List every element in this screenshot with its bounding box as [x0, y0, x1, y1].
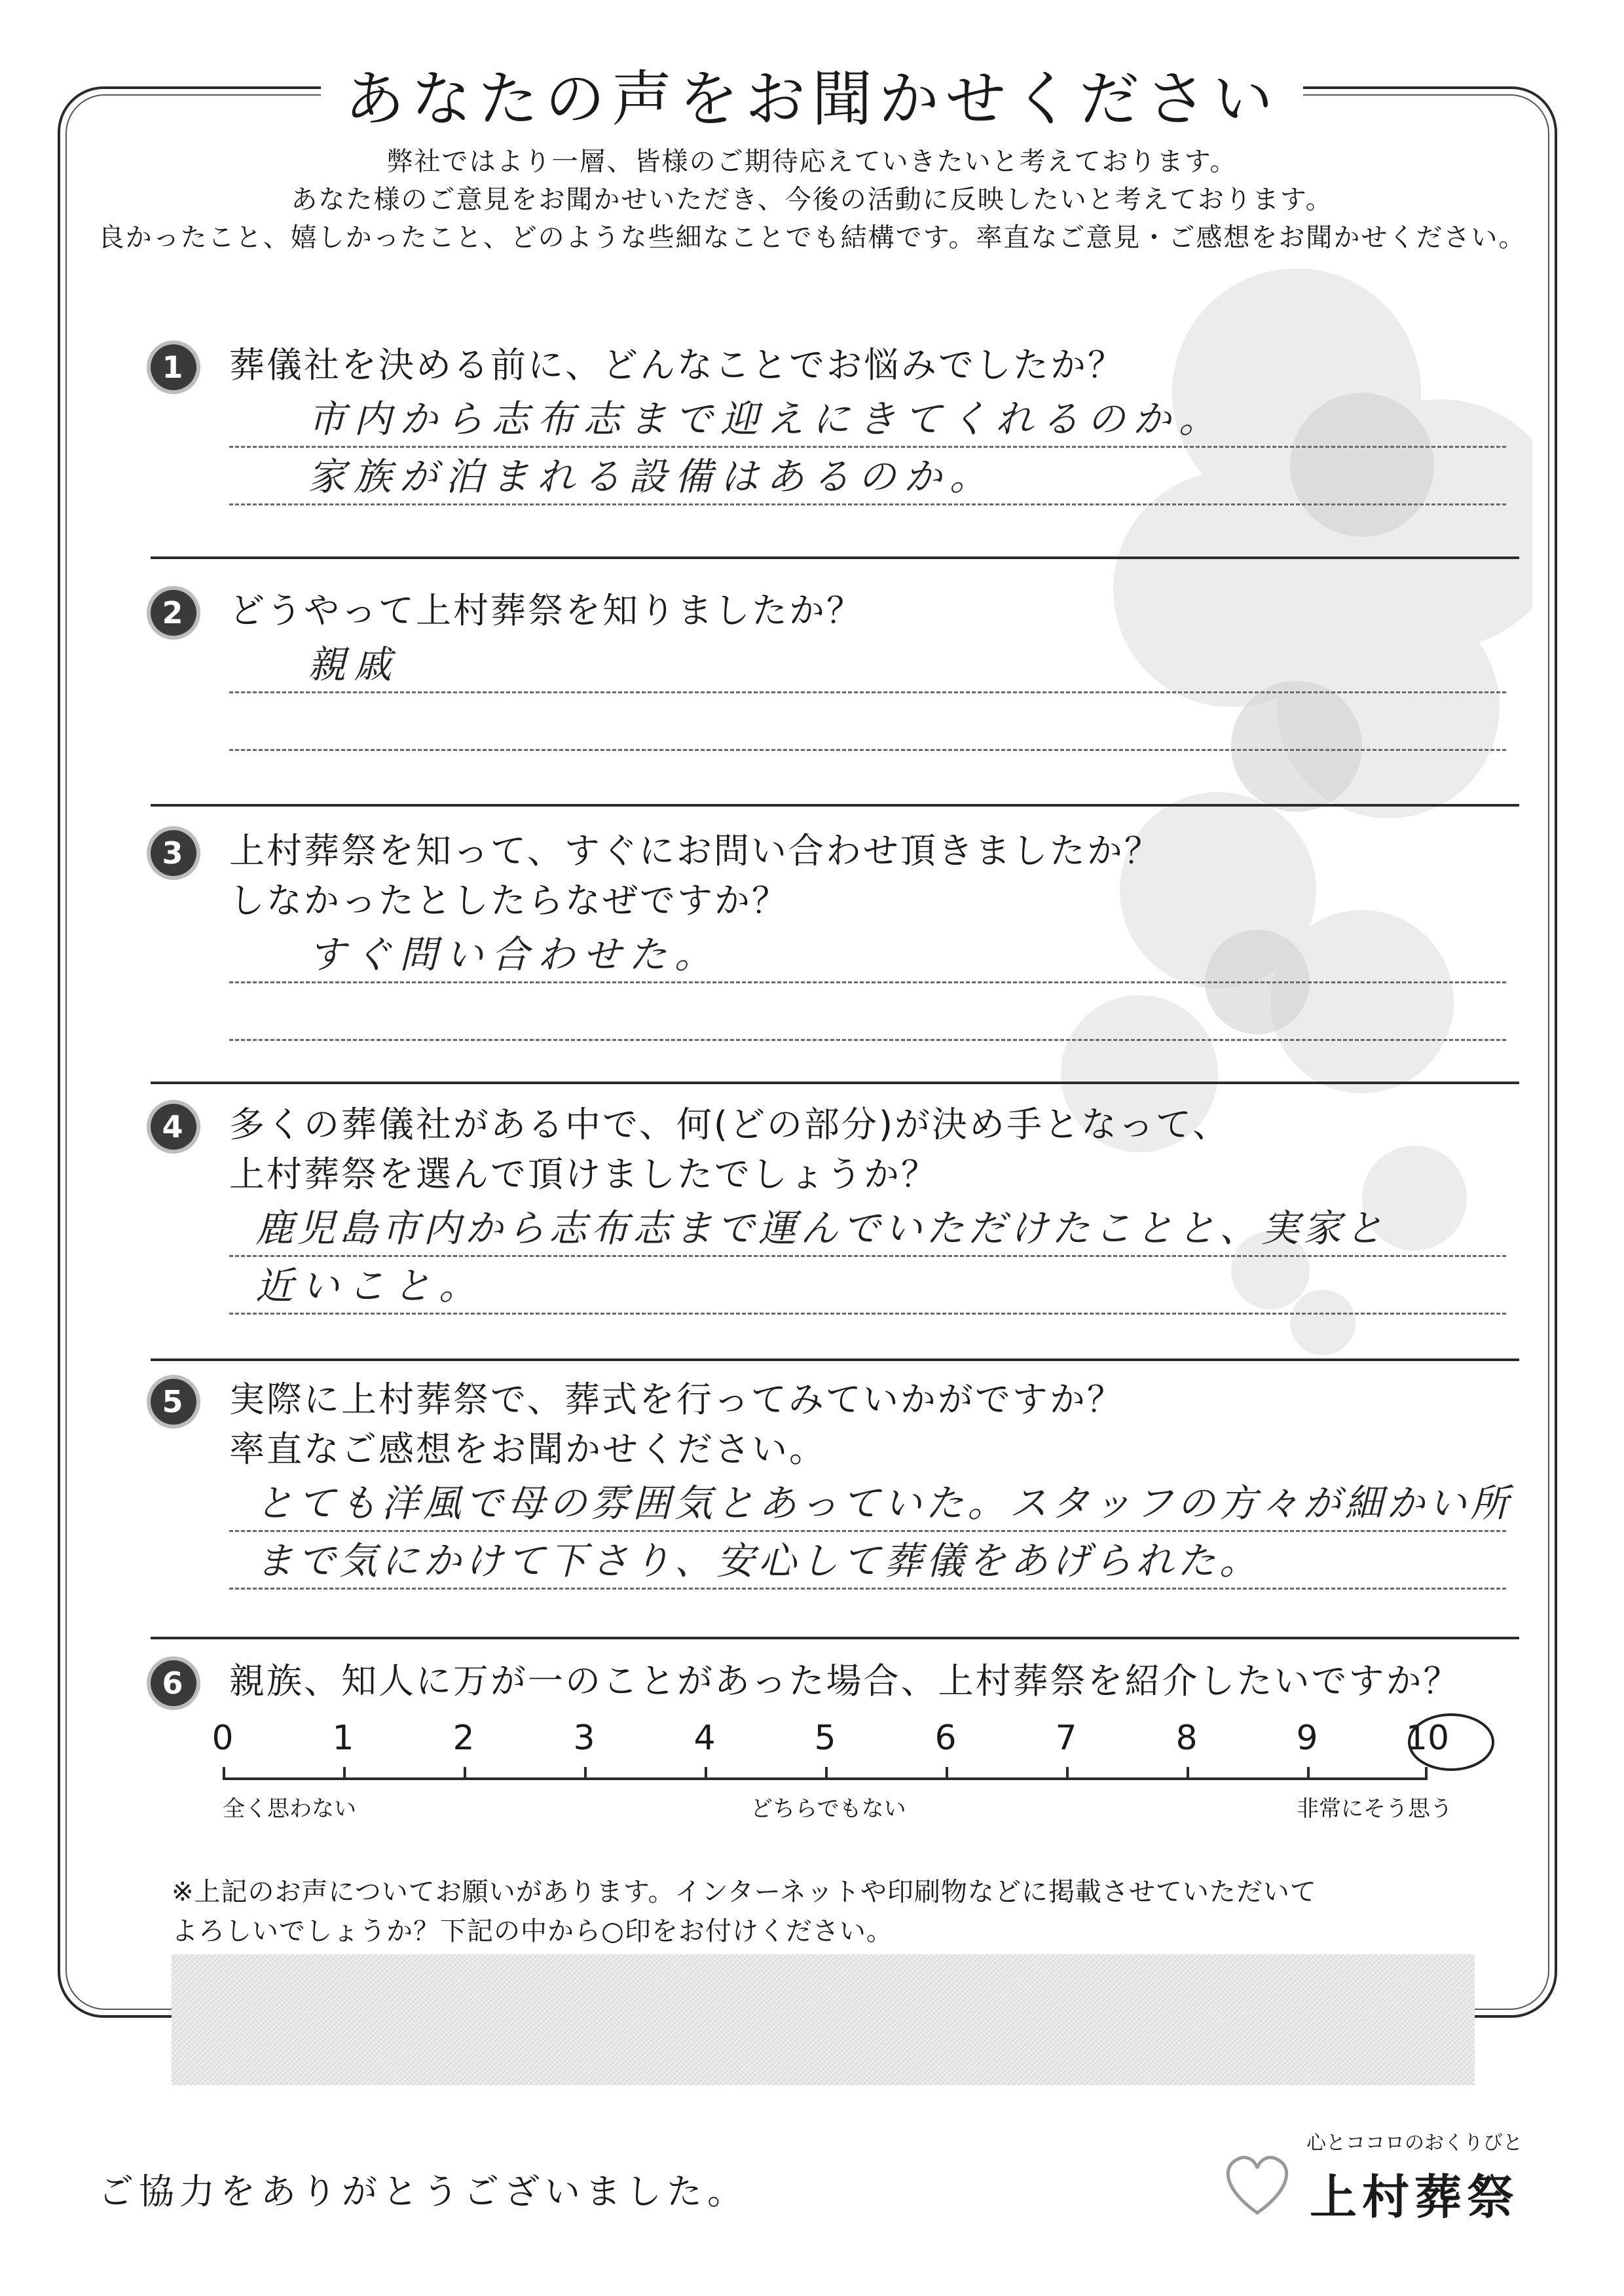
logo-tagline: 心とココロのおくりびと — [1306, 2132, 1522, 2155]
scale-number: 10 — [1405, 1719, 1450, 1758]
scale-label-mid: どちらでもない — [750, 1796, 906, 1822]
page-title: あなたの声をお聞かせください — [0, 51, 1624, 137]
divider — [151, 1082, 1519, 1084]
scale-number: 3 — [573, 1719, 595, 1758]
intro-text: 弊社ではより一層、皆様のご期待応えていきたいと考えております。 あなた様のご意見をお聞かせいただき、今後の活動に反映したいと考えております。 良かったこと、嬉しかったこと、どのような些細なことでも結構です。率直なご意見・ご感想をお聞かせください。 — [98, 147, 1526, 253]
number-1-icon: 1 — [151, 344, 196, 390]
scale-axis — [223, 1777, 1428, 1780]
divider — [151, 1358, 1519, 1361]
scale-number: 0 — [212, 1719, 234, 1758]
question-4: 4 多くの葬儀社がある中で、何(どの部分)が決め手となって、 上村葬祭を選んで頂けましたでしょうか？ 鹿児島市内から志布志まで運んでいただけたことと、実家と 近いこと。 — [151, 1100, 1532, 1315]
question-5: 5 実際に上村葬祭で、葬式を行ってみていかがですか？ 率直なご感想をお聞かせください。 とても洋風で母の雰囲気とあっていた。スタッフの方々が細かい所 まで気にかけて下さり、安心して葬儀をあげられた。 — [151, 1375, 1532, 1590]
scale-number: 6 — [934, 1719, 957, 1758]
number-4-icon: 4 — [151, 1104, 196, 1150]
answer-3: すぐ問い合わせた。 — [229, 926, 1506, 1041]
divider — [151, 804, 1519, 807]
logo-name: 上村葬祭 — [1310, 2169, 1520, 2225]
number-6-icon: 6 — [151, 1660, 196, 1706]
publication-note: ※上記のお声についてお願いがあります。インターネットや印刷物などに掲載させていただいて よろしいでしょうか？下記の中から○印をお付けください。 — [172, 1877, 1317, 1946]
question-2: 2 どうやって上村葬祭を知りましたか？ 親戚 — [151, 586, 1532, 751]
number-3-icon: 3 — [151, 830, 196, 876]
answer-2: 親戚 — [229, 636, 1506, 751]
question-3: 3 上村葬祭を知って、すぐにお問い合わせ頂きましたか？ しなかったとしたらなぜですか？ すぐ問い合わせた。 — [151, 826, 1532, 1041]
scale-number: 8 — [1175, 1719, 1198, 1758]
scale-number: 7 — [1055, 1719, 1077, 1758]
scale-label-right: 非常にそう思う — [1297, 1796, 1452, 1822]
company-logo — [1218, 2121, 1532, 2232]
divider — [151, 556, 1519, 559]
thanks-message: ご協力をありがとうございました。 — [98, 2171, 748, 2212]
heart-icon — [1218, 2147, 1297, 2219]
number-5-icon: 5 — [151, 1379, 196, 1425]
divider — [151, 1637, 1519, 1639]
answer-4: 鹿児島市内から志布志まで運んでいただけたことと、実家と 近いこと。 — [229, 1199, 1506, 1315]
answer-5: とても洋風で母の雰囲気とあっていた。スタッフの方々が細かい所 まで気にかけて下さり、安心して葬儀をあげられた。 — [229, 1474, 1506, 1590]
scale-number: 2 — [452, 1719, 475, 1758]
scale-number: 9 — [1296, 1719, 1318, 1758]
question-6: 6 親族、知人に万が一のことがあった場合、上村葬祭を紹介したいですか？ — [151, 1656, 1532, 1706]
answer-1: 市内から志布志まで迎えにきてくれるのか。 家族が泊まれる設備はあるのか。 — [229, 390, 1506, 505]
scale-number: 5 — [814, 1719, 836, 1758]
masked-area — [172, 1954, 1475, 2085]
scale-number: 4 — [693, 1719, 716, 1758]
scale-number: 1 — [332, 1719, 354, 1758]
number-2-icon: 2 — [151, 590, 196, 636]
selected-rating-circle — [1408, 1713, 1494, 1771]
scale-label-left: 全く思わない — [223, 1796, 356, 1822]
question-1: 1 葬儀社を決める前に、どんなことでお悩みでしたか？ 市内から志布志まで迎えにきてくれるのか。 家族が泊まれる設備はあるのか。 — [151, 340, 1532, 505]
